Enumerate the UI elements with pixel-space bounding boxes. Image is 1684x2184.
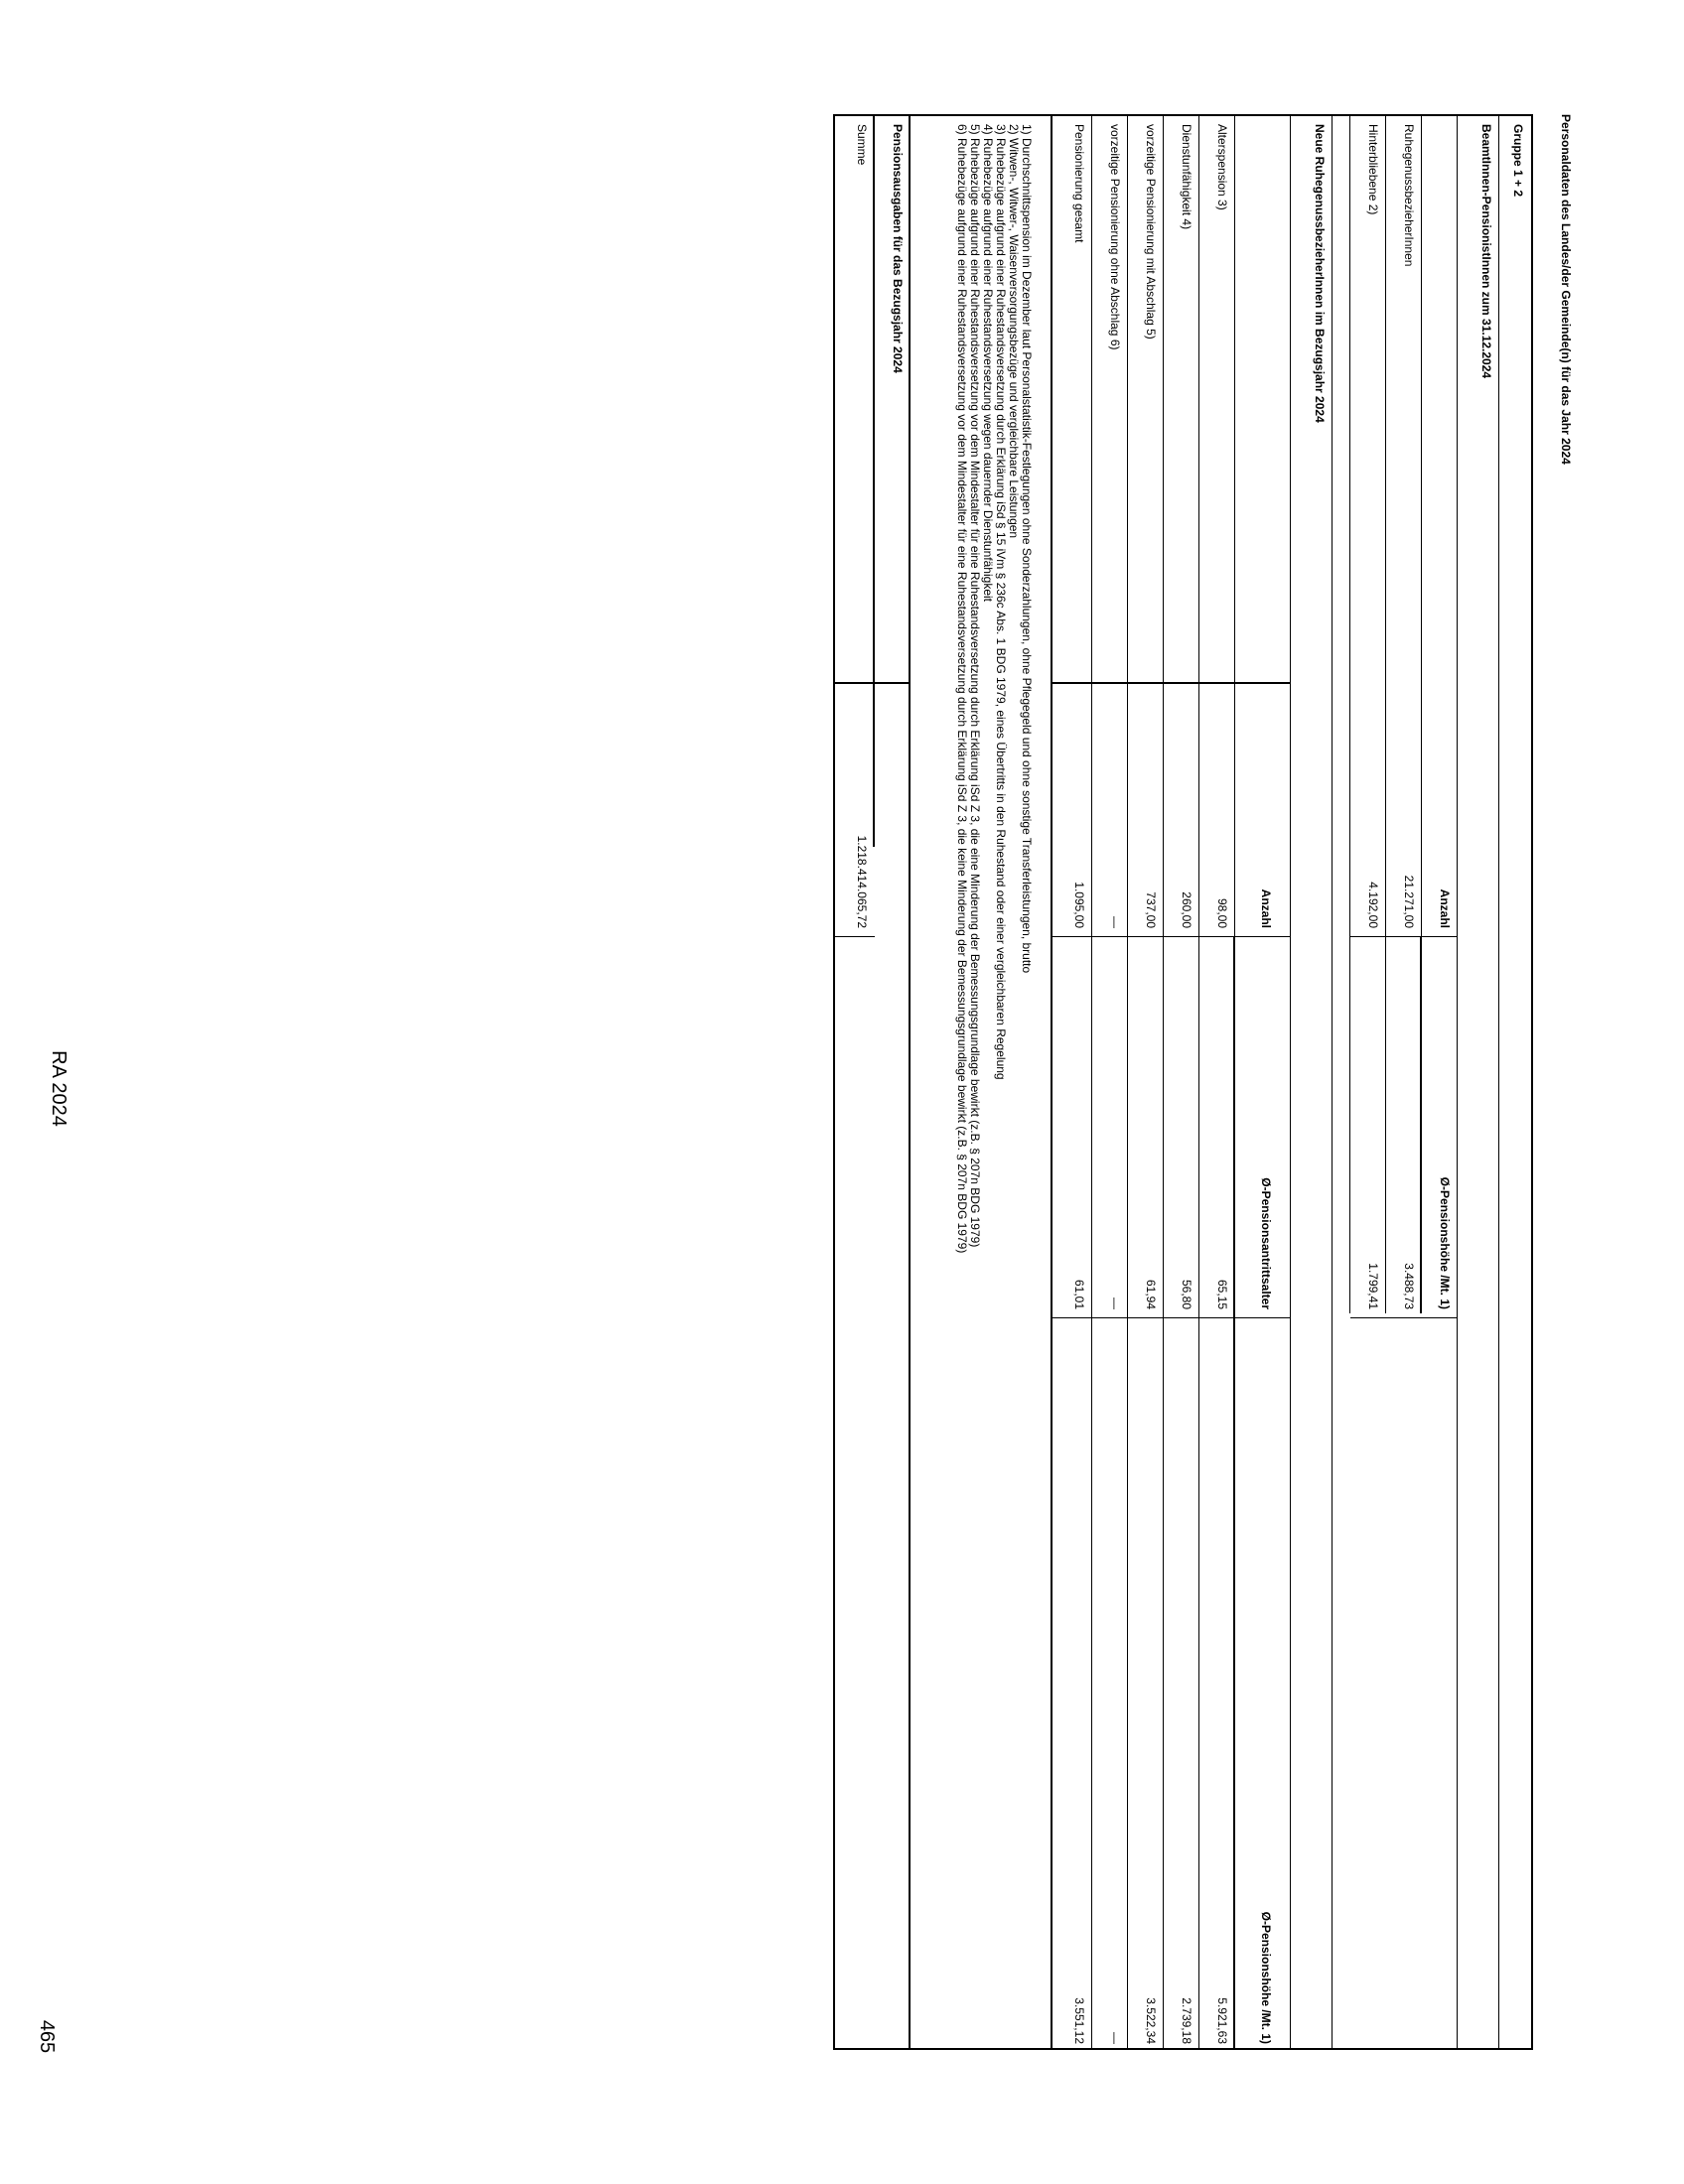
- row-label: RuhegenussbezieherInnen: [1402, 124, 1416, 267]
- row-age: 65,15: [1215, 1279, 1229, 1309]
- row-count: 1.095,00: [1072, 882, 1086, 928]
- row-count: —: [1108, 916, 1122, 928]
- page-number: 465: [36, 2019, 59, 2054]
- table-row: [1199, 116, 1235, 2048]
- sum-row: [835, 116, 875, 2048]
- section2-header-row: [1235, 116, 1291, 2048]
- group-row: [1499, 116, 1531, 2048]
- rotated-document: [788, 114, 1573, 2100]
- table-row: [1052, 116, 1092, 2048]
- footnote: 3) Ruhebezüge aufgrund einer Ruhestandsversetzung durch Erklärung iSd § 15 iVm § 236c Abs. 1 BDG 1979, eines Übertritts in den Ruhestand oder einer vergleichbaren Regelung: [994, 124, 1008, 1080]
- row-avg: 3.522,34: [1144, 1997, 1158, 2044]
- footnote: 2) Witwen-, Witwer-, Waisenversorgungsbezüge und vergleichbare Leistungen: [1007, 124, 1021, 539]
- section1-title: BeamtInnen-PensionistInnen zum 31.12.2024: [1479, 124, 1493, 379]
- row-avg: 3.488,73: [1402, 1263, 1416, 1309]
- table-row: [1386, 116, 1422, 2048]
- table-row: [1092, 116, 1128, 2048]
- row-count: 4.192,00: [1366, 882, 1380, 928]
- footnotes: [955, 124, 1033, 1253]
- section3-title-row: [875, 116, 911, 2048]
- row-avg: 1.799,41: [1366, 1263, 1380, 1309]
- section3-title: Pensionsausgaben für das Bezugsjahr 2024: [891, 124, 905, 373]
- section1-header-row: [1422, 116, 1458, 2048]
- group-label: Gruppe 1 + 2: [1511, 124, 1525, 198]
- row-avg: 2.739,18: [1180, 1997, 1193, 2044]
- section1-title-row: [1458, 116, 1499, 2048]
- footnote: 4) Ruhebezüge aufgrund einer Ruhestandsversetzung wegen dauernder Dienstunfähigkeit: [981, 124, 995, 602]
- section1-col-avg: Ø-Pensionshöhe /Mt. 1): [1438, 1176, 1452, 1309]
- row-avg: 5.921,63: [1215, 1997, 1229, 2044]
- footnote: 6) Ruhebezüge aufgrund einer Ruhestandsversetzung vor dem Mindestalter für eine Ruhestandsversetzung durch Erklärung iSd Z 3, die keine Minderung der Bemessungsgrundlage bewirkt (z.B. § 207n BDG 1979): [955, 124, 969, 1254]
- row-avg: 3.551,12: [1072, 1997, 1086, 2044]
- row-age: 56,80: [1180, 1279, 1193, 1309]
- sum-value: 1.218.414.065,72: [855, 835, 869, 928]
- row-age: 61,94: [1144, 1279, 1158, 1309]
- section2-col-count: Anzahl: [1259, 888, 1273, 928]
- row-label: Alterspension 3): [1215, 124, 1229, 210]
- section2-col-age: Ø-Pensionsantrittsalter: [1259, 1177, 1273, 1309]
- section1-col-count: Anzahl: [1438, 888, 1452, 928]
- section2-title-row: [1291, 116, 1333, 2048]
- row-age: —: [1108, 1297, 1122, 1309]
- section2-col-avg: Ø-Pensionshöhe /Mt. 1): [1259, 1911, 1273, 2044]
- document-title: Personaldaten des Landes/der Gemeinde(n) für das Jahr 2024: [1559, 114, 1573, 465]
- row-count: 260,00: [1180, 891, 1193, 928]
- row-label: Dienstunfähigkeit 4): [1180, 124, 1193, 230]
- row-count: 98,00: [1215, 897, 1229, 928]
- report-label: RA 2024: [47, 1050, 70, 1127]
- row-count: 737,00: [1144, 891, 1158, 928]
- sum-label: Summe: [855, 124, 869, 166]
- row-avg: —: [1108, 2032, 1122, 2044]
- table-row: [1128, 116, 1164, 2048]
- row-label: Pensionierung gesamt: [1072, 124, 1086, 243]
- row-label: vorzeitige Pensionierung ohne Abschlag 6): [1108, 124, 1122, 350]
- footnote: 1) Durchschnittspension im Dezember laut Personalstatistik-Festlegungen ohne Sonderzahlungen, ohne Pflegegeld und ohne sonstige Transferleistungen, brutto: [1020, 124, 1034, 974]
- footnote: 5) Ruhebezüge aufgrund einer Ruhestandsversetzung vor dem Mindestalter für eine Ruhestandsversetzung durch Erklärung iSd Z 3, die eine Minderung der Bemessungsgrundlage bewirkt (z.B. § 207n BDG 1979): [968, 124, 982, 1248]
- row-age: 61,01: [1072, 1279, 1086, 1309]
- row-count: 21.271,00: [1402, 875, 1416, 928]
- row-label: Hinterbliebene 2): [1366, 124, 1380, 215]
- row-label: vorzeitige Pensionierung mit Abschlag 5): [1144, 124, 1158, 340]
- table-row: [1164, 116, 1199, 2048]
- table-row: [1350, 116, 1386, 2048]
- personnel-table: [833, 114, 1533, 2050]
- section2-title: Neue RuhegenussbezieherInnen im Bezugsjahr 2024: [1313, 124, 1327, 423]
